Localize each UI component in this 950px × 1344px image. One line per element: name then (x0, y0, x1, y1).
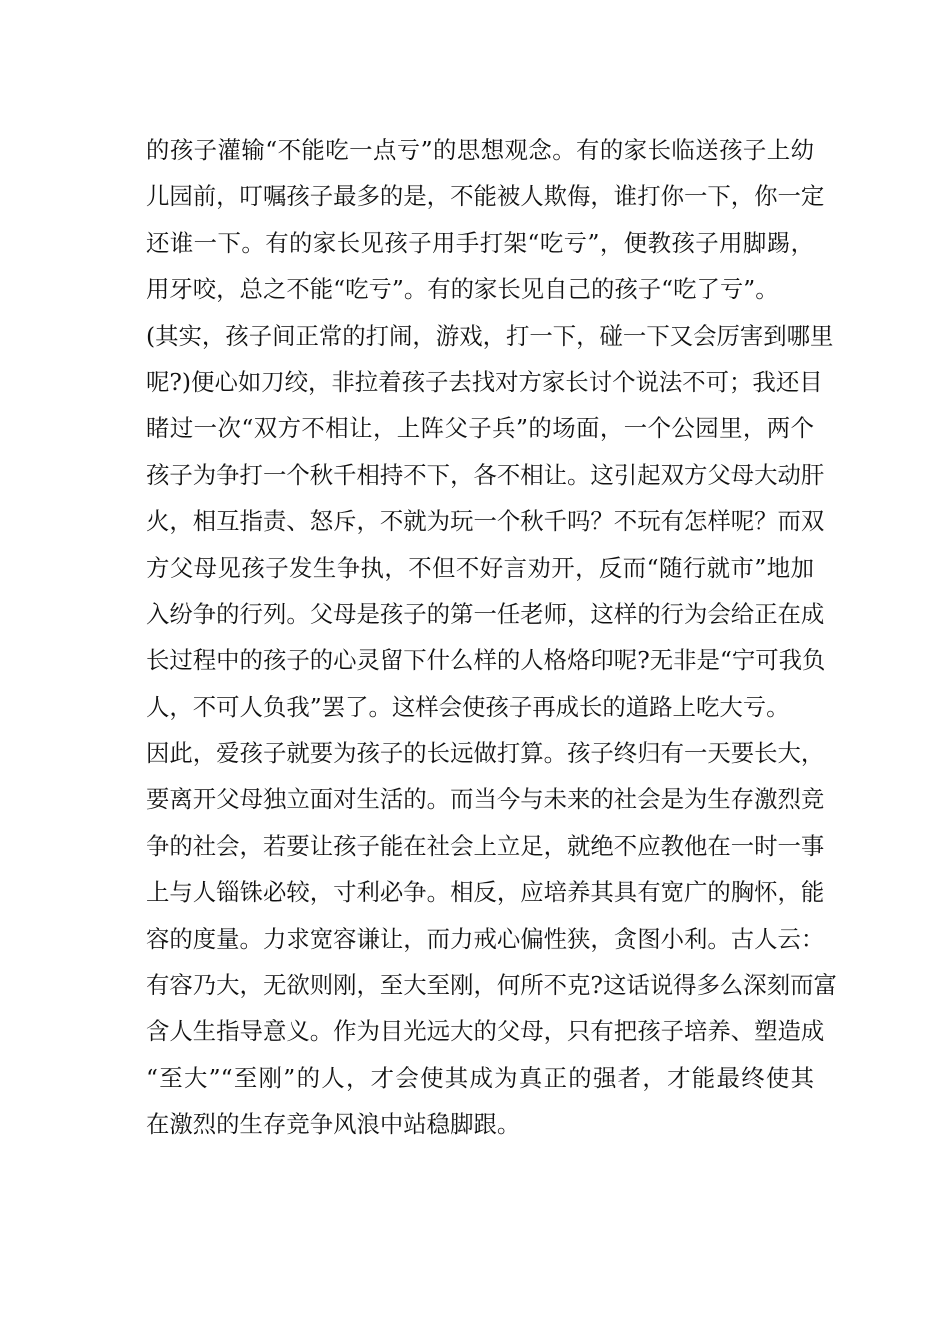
text-line: “至大”“至刚”的人，才会使其成为真正的强者，才能最终使其 (146, 1063, 814, 1092)
text-line: 人，不可人负我”罢了。这样会使孩子再成长的道路上吃大亏。 (146, 692, 790, 721)
text-line: 在激烈的生存竞争风浪中站稳脚跟。 (146, 1110, 521, 1139)
text-line: 有容乃大，无欲则刚，至大至刚，何所不克?这话说得多么深刻而富 (146, 971, 837, 1000)
text-line: 呢?)便心如刀绞，非拉着孩子去找对方家长讨个说法不可；我还目 (146, 367, 823, 396)
text-line: 火，相互指责、怒斥，不就为玩一个秋千吗？不玩有怎样呢？而双 (146, 507, 825, 536)
text-line: 含人生指导意义。作为目光远大的父母，只有把孩子培养、塑造成 (146, 1017, 825, 1046)
text-line: 要离开父母独立面对生活的。而当今与未来的社会是为生存激烈竞 (146, 785, 825, 814)
text-line: 入纷争的行列。父母是孩子的第一任老师，这样的行为会给正在成 (146, 599, 825, 628)
text-line: 因此，爱孩子就要为孩子的长远做打算。孩子终归有一天要长大， (146, 739, 825, 768)
text-line: 上与人锱铢必较，寸利必争。相反，应培养其具有宽广的胸怀，能 (146, 878, 825, 907)
text-line: 孩子为争打一个秋千相持不下，各不相让。这引起双方父母大动肝 (146, 460, 825, 489)
text-line: 睹过一次“双方不相让，上阵父子兵”的场面，一个公园里，两个 (146, 414, 814, 443)
text-line: 儿园前，叮嘱孩子最多的是，不能被人欺侮，谁打你一下，你一定 (146, 182, 825, 211)
text-line: 容的度量。力求宽容谦让，而力戒心偏性狭，贪图小利。古人云： (146, 924, 825, 953)
text-line: 争的社会，若要让孩子能在社会上立足，就绝不应教他在一时一事 (146, 831, 825, 860)
text-line: 还谁一下。有的家长见孩子用手打架“吃亏”，便教孩子用脚踢， (146, 228, 814, 257)
text-line: 方父母见孩子发生争执，不但不好言劝开，反而“随行就市”地加 (146, 553, 814, 582)
text-line: (其实，孩子间正常的打闹，游戏，打一下，碰一下又会厉害到哪里 (146, 321, 834, 350)
body-text (146, 127, 837, 1148)
text-line: 用牙咬，总之不能“吃亏”。有的家长见自己的孩子“吃了亏”。 (146, 275, 779, 304)
text-line: 的孩子灌输“不能吃一点亏”的思想观念。有的家长临送孩子上幼 (146, 136, 814, 164)
text-line: 长过程中的孩子的心灵留下什么样的人格烙印呢?无非是“宁可我负 (146, 646, 826, 675)
